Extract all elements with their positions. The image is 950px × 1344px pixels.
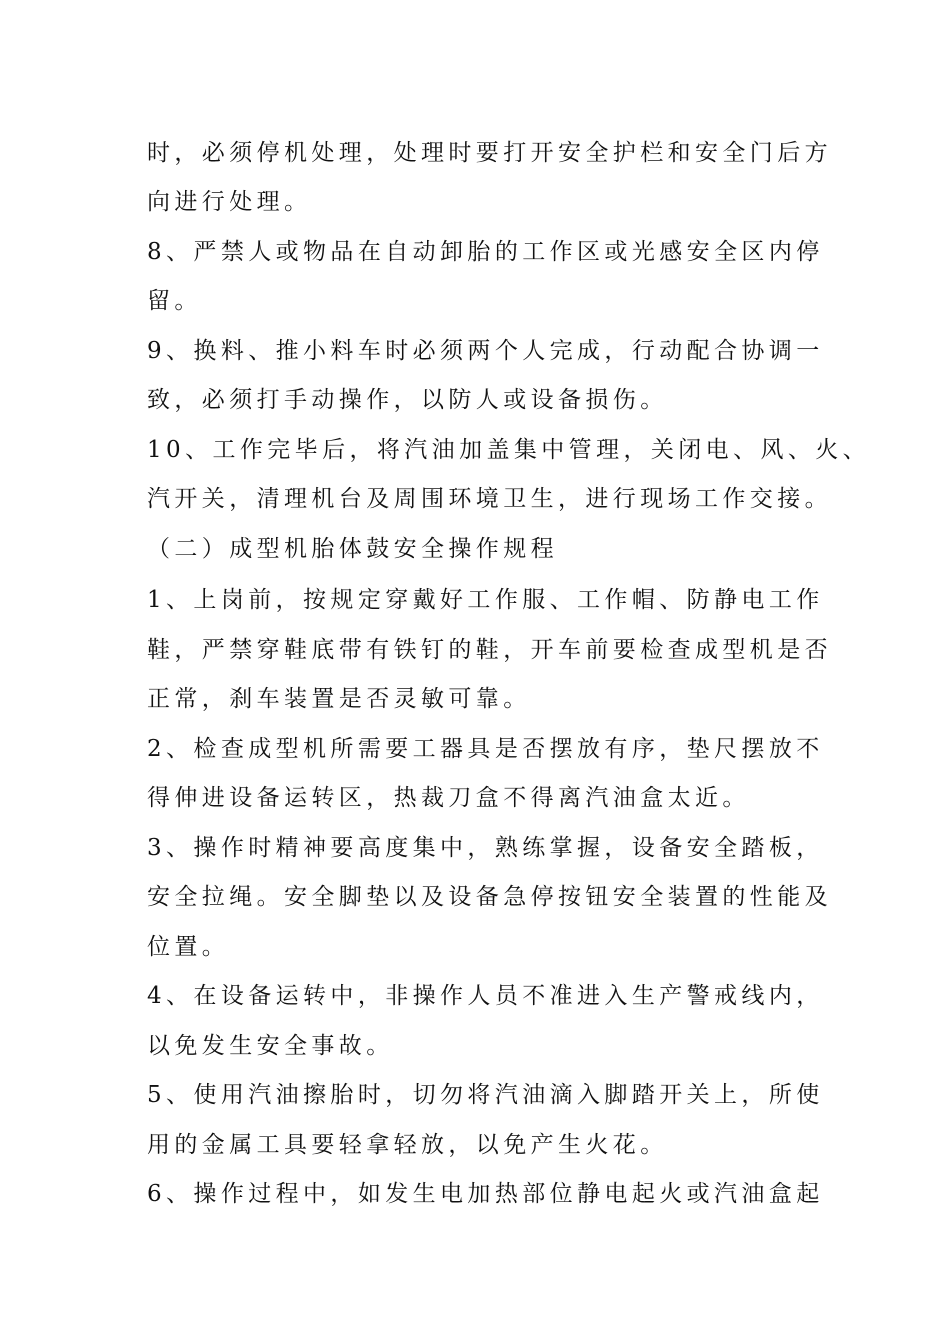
text-line: 鞋，严禁穿鞋底带有铁钉的鞋，开车前要检查成型机是否 [147,637,832,663]
text-line: 8、严禁人或物品在自动卸胎的工作区或光感安全区内停 [147,239,824,265]
text-line: 5、使用汽油擦胎时，切勿将汽油滴入脚踏开关上，所使 [147,1082,824,1108]
text-line: 2、检查成型机所需要工器具是否摆放有序，垫尺摆放不 [147,736,824,762]
text-line: 1、上岗前，按规定穿戴好工作服、工作帽、防静电工作 [147,587,824,613]
text-line: 时，必须停机处理，处理时要打开安全护栏和安全门后方 [147,140,832,166]
text-line: 致，必须打手动操作，以防人或设备损伤。 [147,387,668,413]
text-line: 得伸进设备运转区，热裁刀盒不得离汽油盒太近。 [147,785,750,811]
text-line: 6、操作过程中，如发生电加热部位静电起火或汽油盒起 [147,1181,824,1207]
text-line: 3、操作时精神要高度集中，熟练掌握，设备安全踏板， [147,835,824,861]
text-line: 以免发生安全事故。 [147,1033,394,1059]
text-line: 留。 [147,288,202,314]
text-line: 10、工作完毕后，将汽油加盖集中管理，关闭电、风、火、 [147,437,871,463]
text-line: 正常，刹车装置是否灵敏可靠。 [147,686,531,712]
text-line: 汽开关，清理机台及周围环境卫生，进行现场工作交接。 [147,486,832,512]
text-line: 向进行处理。 [147,189,312,215]
text-line: 用的金属工具要轻拿轻放，以免产生火花。 [147,1132,668,1158]
text-line: 9、换料、推小料车时必须两个人完成，行动配合协调一 [147,338,824,364]
text-line: 4、在设备运转中，非操作人员不准进入生产警戒线内， [147,983,824,1009]
text-line: 安全拉绳。安全脚垫以及设备急停按钮安全装置的性能及 [147,884,832,910]
text-line: 位置。 [147,934,230,960]
section-heading: （二）成型机胎体鼓安全操作规程 [147,536,558,562]
